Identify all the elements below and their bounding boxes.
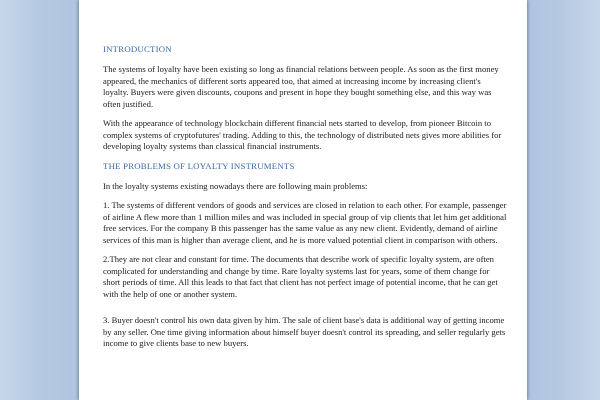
heading-problems: THE PROBLEMS OF LOYALTY INSTRUMENTS — [103, 160, 295, 171]
document-body — [103, 44, 507, 358]
problems-intro-paragraph: In the loyalty systems existing nowadays there are following main problems: — [103, 180, 368, 191]
problem-3-paragraph: 3. Buyer doesn't control his own data given by him. The sale of client base's data is additional way of getting income by any seller. One time giving information about himself buyer doesn't control its spreading, and seller regularly gets income to give clients base to new buyers. — [103, 315, 506, 348]
intro-paragraph-2: With the appearance of technology blockchain different financial nets started to develop, from pioneer Bitcoin to complex systems of cryptofutures' trading. Adding to this, the technology of distributed nets gives more abilities for developing loyalty systems than classical financial instruments. — [103, 118, 502, 151]
intro-paragraph-1: The systems of loyalty have been existing so long as financial relations between people. As soon as the first money appeared, the mechanics of different sorts appeared too, that aimed at increasing income by increasing client's loyalty. Buyers were given discounts, coupons and present in hope they bought something else, and this way was often justified. — [103, 64, 499, 109]
problem-2-paragraph: 2.They are not clear and constant for time. The documents that describe work of specific loyalty system, are often complicated for understanding and change by time. Rare loyalty systems last for years, some of them change for short periods of time. All this leads to that fact that client has not perfect image of potential income, that he can get with the help of one or another system. — [103, 254, 498, 299]
document-page[interactable] — [79, 0, 527, 400]
problem-1-paragraph: 1. The systems of different vendors of goods and services are closed in relation to each other. For example, passenger of airline A flew more than 1 million miles and was included in special group of vip clients that let him get additional free services. For the company B this passenger has the same value as any new client. Evidently, demand of airline services of this man is higher than average client, and he is more valued potential client in comparison with others. — [103, 200, 507, 245]
heading-introduction: INTRODUCTION — [103, 44, 172, 54]
